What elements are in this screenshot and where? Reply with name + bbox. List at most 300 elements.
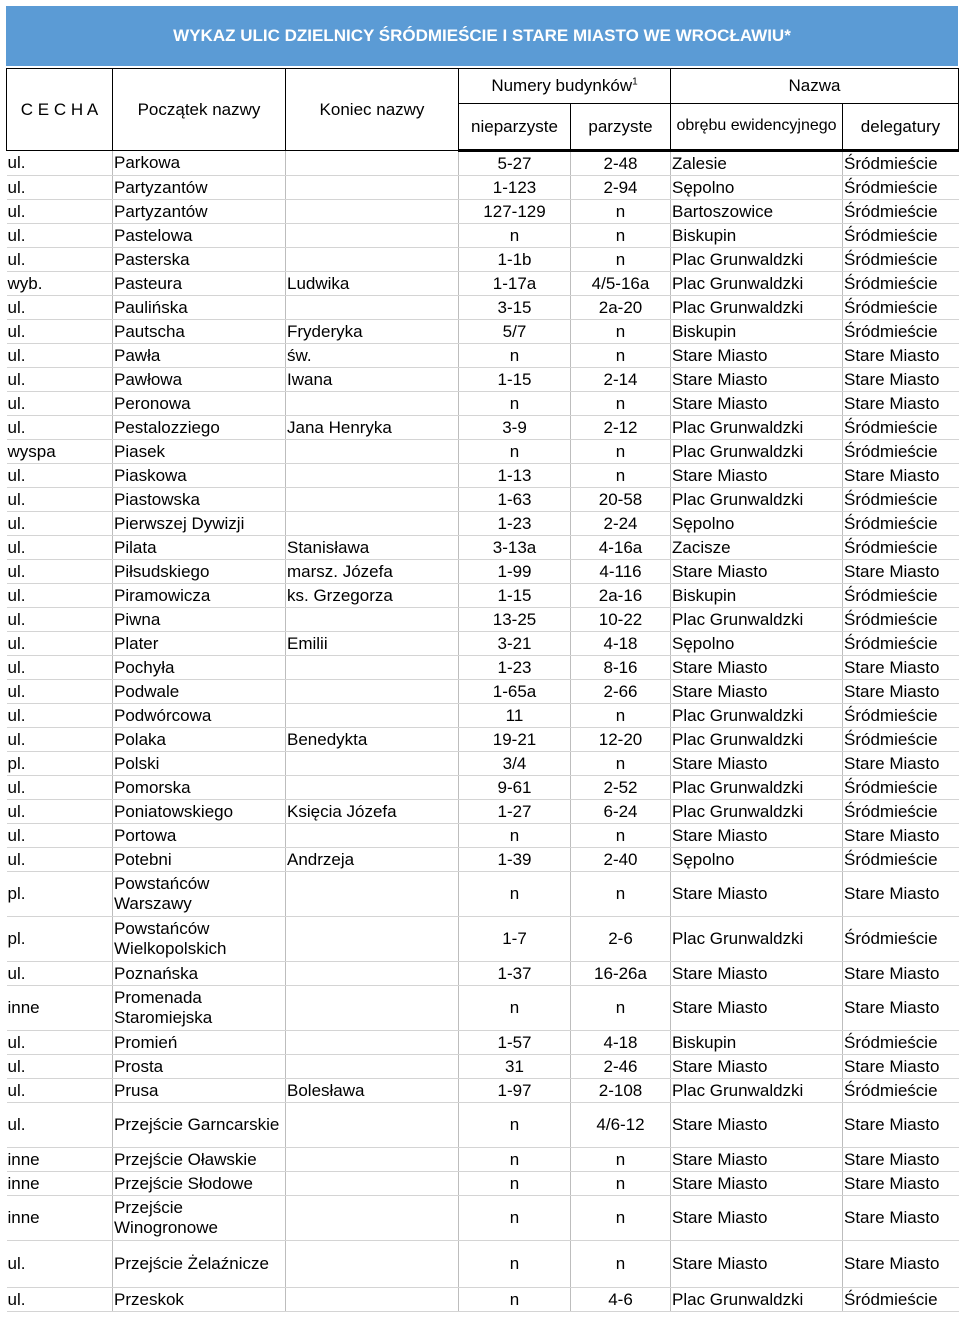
start-name-cell: Poznańska	[113, 962, 286, 986]
precinct-cell: Stare Miasto	[671, 368, 843, 392]
precinct-cell: Stare Miasto	[671, 1103, 843, 1148]
start-name-cell: Pomorska	[113, 776, 286, 800]
table-row	[7, 224, 959, 248]
odd-numbers-cell: 1-17a	[459, 272, 571, 296]
even-numbers-cell: 2-52	[571, 776, 671, 800]
header-numery	[459, 69, 671, 104]
odd-numbers-cell: n	[459, 872, 571, 917]
district-cell: Śródmieście	[843, 296, 959, 320]
precinct-cell: Stare Miasto	[671, 872, 843, 917]
district-cell: Stare Miasto	[843, 1148, 959, 1172]
header-nieparzyste: nieparzyste	[459, 104, 571, 151]
table-row	[7, 728, 959, 752]
start-name-cell: Przejście Słodowe	[113, 1172, 286, 1196]
even-numbers-cell: n	[571, 440, 671, 464]
start-name-cell: Prosta	[113, 1055, 286, 1079]
end-name-cell: Benedykta	[286, 728, 459, 752]
precinct-cell: Sępolno	[671, 848, 843, 872]
start-name-cell: Pasterska	[113, 248, 286, 272]
start-name-cell: Pierwszej Dywizji	[113, 512, 286, 536]
end-name-cell	[286, 776, 459, 800]
even-numbers-cell: 4/5-16a	[571, 272, 671, 296]
table-row	[7, 1148, 959, 1172]
odd-numbers-cell: 127-129	[459, 200, 571, 224]
end-name-cell: św.	[286, 344, 459, 368]
table-row	[7, 986, 959, 1031]
even-numbers-cell: 2a-16	[571, 584, 671, 608]
cecha-cell: ul.	[7, 488, 113, 512]
cecha-cell: ul.	[7, 608, 113, 632]
precinct-cell: Stare Miasto	[671, 656, 843, 680]
end-name-cell: Księcia Józefa	[286, 800, 459, 824]
header-nazwa: Nazwa	[671, 69, 959, 104]
end-name-cell	[286, 608, 459, 632]
start-name-cell: Pestalozziego	[113, 416, 286, 440]
odd-numbers-cell: 11	[459, 704, 571, 728]
odd-numbers-cell: 1-23	[459, 656, 571, 680]
start-name-cell: Powstańców Wielkopolskich	[113, 917, 286, 962]
odd-numbers-cell: 1-37	[459, 962, 571, 986]
district-cell: Stare Miasto	[843, 680, 959, 704]
district-cell: Stare Miasto	[843, 1055, 959, 1079]
table-row	[7, 560, 959, 584]
table-row	[7, 1196, 959, 1241]
table-row	[7, 1241, 959, 1288]
end-name-cell	[286, 440, 459, 464]
district-cell: Stare Miasto	[843, 560, 959, 584]
cecha-cell: ul.	[7, 560, 113, 584]
precinct-cell: Plac Grunwaldzki	[671, 440, 843, 464]
table-row	[7, 1055, 959, 1079]
precinct-cell: Plac Grunwaldzki	[671, 1288, 843, 1312]
cecha-cell: ul.	[7, 200, 113, 224]
end-name-cell	[286, 392, 459, 416]
even-numbers-cell: 2-14	[571, 368, 671, 392]
precinct-cell: Stare Miasto	[671, 986, 843, 1031]
end-name-cell: Iwana	[286, 368, 459, 392]
table-row	[7, 1079, 959, 1103]
district-cell: Stare Miasto	[843, 1172, 959, 1196]
start-name-cell: Pasteura	[113, 272, 286, 296]
cecha-cell: ul.	[7, 512, 113, 536]
even-numbers-cell: n	[571, 1172, 671, 1196]
cecha-cell: ul.	[7, 800, 113, 824]
district-cell: Stare Miasto	[843, 1103, 959, 1148]
even-numbers-cell: n	[571, 320, 671, 344]
cecha-cell: ul.	[7, 464, 113, 488]
district-cell: Stare Miasto	[843, 392, 959, 416]
table-row	[7, 248, 959, 272]
even-numbers-cell: n	[571, 200, 671, 224]
table-row	[7, 824, 959, 848]
district-cell: Stare Miasto	[843, 464, 959, 488]
even-numbers-cell: 2-46	[571, 1055, 671, 1079]
even-numbers-cell: 4-16a	[571, 536, 671, 560]
end-name-cell	[286, 752, 459, 776]
even-numbers-cell: n	[571, 464, 671, 488]
cecha-cell: inne	[7, 1148, 113, 1172]
cecha-cell: ul.	[7, 776, 113, 800]
district-cell: Śródmieście	[843, 200, 959, 224]
district-cell: Śródmieście	[843, 608, 959, 632]
end-name-cell	[286, 296, 459, 320]
odd-numbers-cell: n	[459, 986, 571, 1031]
odd-numbers-cell: n	[459, 224, 571, 248]
precinct-cell: Plac Grunwaldzki	[671, 272, 843, 296]
even-numbers-cell: 2-24	[571, 512, 671, 536]
start-name-cell: Parkowa	[113, 151, 286, 176]
even-numbers-cell: 6-24	[571, 800, 671, 824]
precinct-cell: Stare Miasto	[671, 1196, 843, 1241]
district-cell: Śródmieście	[843, 728, 959, 752]
table-row	[7, 151, 959, 176]
table-body	[7, 151, 959, 1312]
even-numbers-cell: 8-16	[571, 656, 671, 680]
precinct-cell: Stare Miasto	[671, 344, 843, 368]
even-numbers-cell: n	[571, 1196, 671, 1241]
end-name-cell	[286, 176, 459, 200]
district-cell: Śródmieście	[843, 488, 959, 512]
cecha-cell: ul.	[7, 632, 113, 656]
district-cell: Śródmieście	[843, 704, 959, 728]
precinct-cell: Plac Grunwaldzki	[671, 728, 843, 752]
end-name-cell	[286, 1288, 459, 1312]
even-numbers-cell: 4-6	[571, 1288, 671, 1312]
odd-numbers-cell: n	[459, 824, 571, 848]
odd-numbers-cell: n	[459, 1172, 571, 1196]
table-row	[7, 704, 959, 728]
district-cell: Śródmieście	[843, 512, 959, 536]
start-name-cell: Przejście Oławskie	[113, 1148, 286, 1172]
cecha-cell: wyspa	[7, 440, 113, 464]
even-numbers-cell: 20-58	[571, 488, 671, 512]
start-name-cell: Pawła	[113, 344, 286, 368]
odd-numbers-cell: n	[459, 1241, 571, 1288]
end-name-cell: Emilii	[286, 632, 459, 656]
district-cell: Śródmieście	[843, 776, 959, 800]
precinct-cell: Plac Grunwaldzki	[671, 776, 843, 800]
odd-numbers-cell: 9-61	[459, 776, 571, 800]
cecha-cell: ul.	[7, 1241, 113, 1288]
district-cell: Śródmieście	[843, 848, 959, 872]
table-row	[7, 752, 959, 776]
precinct-cell: Biskupin	[671, 1031, 843, 1055]
end-name-cell	[286, 1103, 459, 1148]
cecha-cell: ul.	[7, 1288, 113, 1312]
precinct-cell: Sępolno	[671, 632, 843, 656]
precinct-cell: Plac Grunwaldzki	[671, 248, 843, 272]
district-cell: Stare Miasto	[843, 656, 959, 680]
precinct-cell: Stare Miasto	[671, 1055, 843, 1079]
even-numbers-cell: n	[571, 986, 671, 1031]
district-cell: Stare Miasto	[843, 962, 959, 986]
start-name-cell: Polaka	[113, 728, 286, 752]
precinct-cell: Plac Grunwaldzki	[671, 296, 843, 320]
cecha-cell: ul.	[7, 1031, 113, 1055]
district-cell: Śródmieście	[843, 917, 959, 962]
district-cell: Śródmieście	[843, 632, 959, 656]
even-numbers-cell: 2-108	[571, 1079, 671, 1103]
precinct-cell: Stare Miasto	[671, 680, 843, 704]
even-numbers-cell: n	[571, 344, 671, 368]
district-cell: Śródmieście	[843, 440, 959, 464]
precinct-cell: Biskupin	[671, 584, 843, 608]
end-name-cell	[286, 704, 459, 728]
end-name-cell: Stanisława	[286, 536, 459, 560]
start-name-cell: Pautscha	[113, 320, 286, 344]
header-poczatek: Początek nazwy	[113, 69, 286, 151]
header-obrebu: obrębu ewidencyjnego	[671, 104, 843, 151]
even-numbers-cell: 2a-20	[571, 296, 671, 320]
even-numbers-cell: 4/6-12	[571, 1103, 671, 1148]
end-name-cell: Jana Henryka	[286, 416, 459, 440]
district-cell: Śródmieście	[843, 416, 959, 440]
even-numbers-cell: n	[571, 872, 671, 917]
even-numbers-cell: 10-22	[571, 608, 671, 632]
cecha-cell: ul.	[7, 224, 113, 248]
start-name-cell: Poniatowskiego	[113, 800, 286, 824]
odd-numbers-cell: 1-15	[459, 584, 571, 608]
even-numbers-cell: n	[571, 1148, 671, 1172]
district-cell: Stare Miasto	[843, 752, 959, 776]
even-numbers-cell: 2-94	[571, 176, 671, 200]
table-row	[7, 320, 959, 344]
cecha-cell: ul.	[7, 848, 113, 872]
odd-numbers-cell: 1-7	[459, 917, 571, 962]
table-row	[7, 1103, 959, 1148]
precinct-cell: Stare Miasto	[671, 752, 843, 776]
district-cell: Śródmieście	[843, 1031, 959, 1055]
start-name-cell: Piramowicza	[113, 584, 286, 608]
even-numbers-cell: 4-18	[571, 1031, 671, 1055]
even-numbers-cell: 2-40	[571, 848, 671, 872]
cecha-cell: ul.	[7, 368, 113, 392]
precinct-cell: Biskupin	[671, 320, 843, 344]
odd-numbers-cell: 1-99	[459, 560, 571, 584]
header-koniec: Koniec nazwy	[286, 69, 459, 151]
district-cell: Stare Miasto	[843, 824, 959, 848]
odd-numbers-cell: 1-39	[459, 848, 571, 872]
end-name-cell: marsz. Józefa	[286, 560, 459, 584]
precinct-cell: Plac Grunwaldzki	[671, 416, 843, 440]
cecha-cell: ul.	[7, 1079, 113, 1103]
precinct-cell: Plac Grunwaldzki	[671, 608, 843, 632]
even-numbers-cell: 2-12	[571, 416, 671, 440]
end-name-cell	[286, 680, 459, 704]
end-name-cell	[286, 962, 459, 986]
odd-numbers-cell: 1-13	[459, 464, 571, 488]
precinct-cell: Bartoszowice	[671, 200, 843, 224]
end-name-cell	[286, 464, 459, 488]
cecha-cell: pl.	[7, 752, 113, 776]
end-name-cell	[286, 151, 459, 176]
cecha-cell: ul.	[7, 151, 113, 176]
even-numbers-cell: n	[571, 248, 671, 272]
table-row	[7, 800, 959, 824]
district-cell: Śródmieście	[843, 800, 959, 824]
precinct-cell: Plac Grunwaldzki	[671, 488, 843, 512]
end-name-cell: Ludwika	[286, 272, 459, 296]
header-cecha: C E C H A	[7, 69, 113, 151]
odd-numbers-cell: 3/4	[459, 752, 571, 776]
table-row	[7, 632, 959, 656]
end-name-cell	[286, 248, 459, 272]
odd-numbers-cell: 13-25	[459, 608, 571, 632]
odd-numbers-cell: 3-13a	[459, 536, 571, 560]
start-name-cell: Przejście Winogronowe	[113, 1196, 286, 1241]
odd-numbers-cell: n	[459, 1148, 571, 1172]
district-cell: Śródmieście	[843, 584, 959, 608]
odd-numbers-cell: 1-65a	[459, 680, 571, 704]
table-row	[7, 368, 959, 392]
odd-numbers-cell: 3-15	[459, 296, 571, 320]
cecha-cell: inne	[7, 986, 113, 1031]
even-numbers-cell: n	[571, 1241, 671, 1288]
start-name-cell: Przeskok	[113, 1288, 286, 1312]
end-name-cell	[286, 1241, 459, 1288]
cecha-cell: ul.	[7, 344, 113, 368]
district-cell: Stare Miasto	[843, 1241, 959, 1288]
end-name-cell	[286, 512, 459, 536]
start-name-cell: Pilata	[113, 536, 286, 560]
table-row	[7, 488, 959, 512]
district-cell: Śródmieście	[843, 1079, 959, 1103]
cecha-cell: ul.	[7, 656, 113, 680]
even-numbers-cell: 4-116	[571, 560, 671, 584]
table-row	[7, 272, 959, 296]
precinct-cell: Sępolno	[671, 176, 843, 200]
odd-numbers-cell: 1-123	[459, 176, 571, 200]
start-name-cell: Paulińska	[113, 296, 286, 320]
cecha-cell: inne	[7, 1172, 113, 1196]
cecha-cell: ul.	[7, 248, 113, 272]
cecha-cell: pl.	[7, 917, 113, 962]
precinct-cell: Stare Miasto	[671, 1148, 843, 1172]
odd-numbers-cell: 5-27	[459, 151, 571, 176]
start-name-cell: Podwórcowa	[113, 704, 286, 728]
end-name-cell: ks. Grzegorza	[286, 584, 459, 608]
streets-table	[6, 68, 959, 1312]
start-name-cell: Partyzantów	[113, 176, 286, 200]
odd-numbers-cell: 1-63	[459, 488, 571, 512]
precinct-cell: Stare Miasto	[671, 1241, 843, 1288]
even-numbers-cell: n	[571, 752, 671, 776]
table-row	[7, 296, 959, 320]
precinct-cell: Stare Miasto	[671, 560, 843, 584]
start-name-cell: Plater	[113, 632, 286, 656]
end-name-cell	[286, 1055, 459, 1079]
table-row	[7, 176, 959, 200]
end-name-cell	[286, 917, 459, 962]
precinct-cell: Stare Miasto	[671, 962, 843, 986]
odd-numbers-cell: 3-9	[459, 416, 571, 440]
precinct-cell: Stare Miasto	[671, 1172, 843, 1196]
start-name-cell: Piasek	[113, 440, 286, 464]
end-name-cell	[286, 224, 459, 248]
start-name-cell: Portowa	[113, 824, 286, 848]
end-name-cell	[286, 824, 459, 848]
table-row	[7, 512, 959, 536]
odd-numbers-cell: 1-97	[459, 1079, 571, 1103]
odd-numbers-cell: 1-1b	[459, 248, 571, 272]
document-title: WYKAZ ULIC DZIELNICY ŚRÓDMIEŚCIE I STARE MIASTO WE WROCŁAWIU*	[6, 6, 958, 66]
start-name-cell: Piłsudskiego	[113, 560, 286, 584]
precinct-cell: Plac Grunwaldzki	[671, 704, 843, 728]
cecha-cell: ul.	[7, 680, 113, 704]
cecha-cell: ul.	[7, 320, 113, 344]
cecha-cell: wyb.	[7, 272, 113, 296]
even-numbers-cell: 4-18	[571, 632, 671, 656]
district-cell: Stare Miasto	[843, 368, 959, 392]
district-cell: Stare Miasto	[843, 344, 959, 368]
cecha-cell: ul.	[7, 728, 113, 752]
start-name-cell: Peronowa	[113, 392, 286, 416]
precinct-cell: Plac Grunwaldzki	[671, 800, 843, 824]
even-numbers-cell: n	[571, 824, 671, 848]
district-cell: Śródmieście	[843, 151, 959, 176]
table-row	[7, 917, 959, 962]
start-name-cell: Przejście Garncarskie	[113, 1103, 286, 1148]
odd-numbers-cell: n	[459, 440, 571, 464]
end-name-cell: Fryderyka	[286, 320, 459, 344]
header-delegatury: delegatury	[843, 104, 959, 151]
end-name-cell	[286, 1148, 459, 1172]
even-numbers-cell: 12-20	[571, 728, 671, 752]
start-name-cell: Pochyła	[113, 656, 286, 680]
precinct-cell: Zacisze	[671, 536, 843, 560]
cecha-cell: ul.	[7, 704, 113, 728]
even-numbers-cell: 2-48	[571, 151, 671, 176]
odd-numbers-cell: 1-15	[459, 368, 571, 392]
odd-numbers-cell: n	[459, 392, 571, 416]
table-row	[7, 656, 959, 680]
table-row	[7, 962, 959, 986]
start-name-cell: Podwale	[113, 680, 286, 704]
odd-numbers-cell: 5/7	[459, 320, 571, 344]
cecha-cell: ul.	[7, 296, 113, 320]
cecha-cell: pl.	[7, 872, 113, 917]
end-name-cell	[286, 1196, 459, 1241]
end-name-cell	[286, 872, 459, 917]
precinct-cell: Sępolno	[671, 512, 843, 536]
even-numbers-cell: n	[571, 392, 671, 416]
district-cell: Śródmieście	[843, 320, 959, 344]
table-row	[7, 344, 959, 368]
district-cell: Śródmieście	[843, 272, 959, 296]
start-name-cell: Piaskowa	[113, 464, 286, 488]
district-cell: Śródmieście	[843, 248, 959, 272]
cecha-cell: ul.	[7, 584, 113, 608]
district-cell: Stare Miasto	[843, 1196, 959, 1241]
start-name-cell: Potebni	[113, 848, 286, 872]
table-row	[7, 536, 959, 560]
start-name-cell: Pastelowa	[113, 224, 286, 248]
start-name-cell: Pawłowa	[113, 368, 286, 392]
odd-numbers-cell: n	[459, 1288, 571, 1312]
precinct-cell: Plac Grunwaldzki	[671, 1079, 843, 1103]
table-row	[7, 1288, 959, 1312]
table-row	[7, 1031, 959, 1055]
odd-numbers-cell: 1-27	[459, 800, 571, 824]
even-numbers-cell: 16-26a	[571, 962, 671, 986]
header-parzyste: parzyste	[571, 104, 671, 151]
precinct-cell: Zalesie	[671, 151, 843, 176]
table-row	[7, 200, 959, 224]
odd-numbers-cell: 31	[459, 1055, 571, 1079]
district-cell: Śródmieście	[843, 536, 959, 560]
odd-numbers-cell: 1-57	[459, 1031, 571, 1055]
table-row	[7, 392, 959, 416]
